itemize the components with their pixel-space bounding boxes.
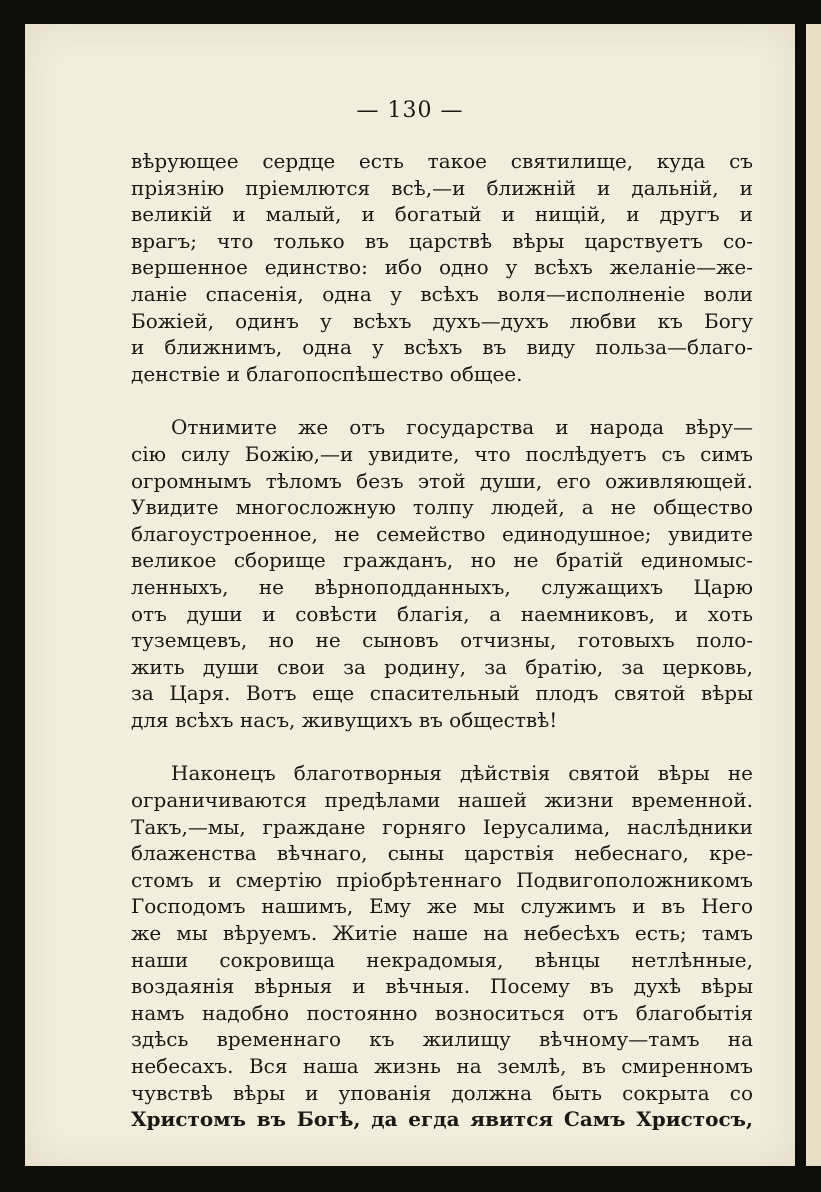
text-line: блаженства вѣчнаго, сыны царствія небеснаго, кре- xyxy=(131,841,753,866)
text-line: врагъ; что только въ царствѣ вѣры царствуетъ со- xyxy=(131,228,753,253)
text-line: Такъ,—мы, граждане горняго Іерусалима, наслѣдники xyxy=(131,814,753,839)
text-line: благоустроенное, не семейство единодушное; увидите xyxy=(131,521,753,546)
page-text xyxy=(131,148,753,1133)
text-line: же мы вѣруемъ. Житіе наше на небесѣхъ есть; тамъ xyxy=(131,921,753,946)
text-line: ограничиваются предѣлами нашей жизни временной. xyxy=(131,788,753,813)
text-line: великое сборище гражданъ, но не братій единомыс- xyxy=(131,548,753,573)
text-line: наши сокровища некрадомыя, вѣнцы нетлѣнные, xyxy=(131,947,753,972)
text-line: вѣрующее сердце есть такое святилище, куда съ xyxy=(131,149,753,173)
text-line: и ближнимъ, одна у всѣхъ въ виду польза—благо- xyxy=(131,335,753,360)
text-line: воздаянія вѣрныя и вѣчныя. Посему въ духѣ вѣры xyxy=(131,974,753,999)
text-line: ленныхъ, не вѣрноподданныхъ, служащихъ Царю xyxy=(131,574,753,599)
text-line: Наконецъ благотворныя дѣйствія святой вѣры не xyxy=(171,761,753,786)
text-line: вершенное единство: ибо одно у всѣхъ желаніе—же- xyxy=(131,255,753,280)
text-line: за Царя. Вотъ еще спасительный плодъ святой вѣры xyxy=(131,681,753,706)
text-line: пріязнію пріемлются всѣ,—и ближній и дальній, и xyxy=(131,175,753,200)
adjacent-page-edge xyxy=(806,24,821,1166)
text-line: Увидите многосложную толпу людей, а не общество xyxy=(131,495,753,520)
text-line: Господомъ нашимъ, Ему же мы служимъ и въ Него xyxy=(131,894,753,919)
text-line: чувствѣ вѣры и упованія должна быть сокрыта со xyxy=(131,1080,753,1105)
text-line: Христомъ въ Богѣ, да егда явится Самъ Христосъ, xyxy=(131,1107,753,1132)
page-number: — 130 — xyxy=(356,98,464,123)
text-line: огромнымъ тѣломъ безъ этой души, его оживляющей. xyxy=(131,468,753,493)
paragraph-2 xyxy=(131,414,753,733)
text-line: здѣсь временнаго къ жилищу вѣчному—тамъ на xyxy=(131,1027,753,1052)
text-line: небесахъ. Вся наша жизнь на землѣ, въ смиренномъ xyxy=(131,1054,753,1078)
text-line: жить души свои за родину, за братію, за церковь, xyxy=(131,654,753,679)
text-line: Божіей, одинъ у всѣхъ духъ—духъ любви къ Богу xyxy=(131,308,753,333)
text-line: великій и малый, и богатый и нищій, и другъ и xyxy=(131,202,753,227)
text-line: ланіе спасенія, одна у всѣхъ воля—исполненіе воли xyxy=(131,281,753,306)
book-page xyxy=(25,24,795,1166)
text-line: для всѣхъ насъ, живущихъ въ обществѣ! xyxy=(131,707,558,732)
text-line: отъ души и совѣсти благія, а наемниковъ, и хоть xyxy=(131,601,753,626)
text-line: Отнимите же отъ государства и народа вѣру— xyxy=(171,415,753,440)
paragraph-3 xyxy=(131,760,753,1132)
text-line: намъ надобно постоянно возноситься отъ благобытія xyxy=(131,1000,753,1025)
text-line: сію силу Божію,—и увидите, что послѣдуетъ съ симъ xyxy=(131,441,753,466)
text-line: стомъ и смертію пріобрѣтеннаго Подвигоположникомъ xyxy=(131,867,753,892)
text-line: денствіе и благопоспѣшество общее. xyxy=(131,361,523,386)
text-line: туземцевъ, но не сыновъ отчизны, готовыхъ поло- xyxy=(131,628,753,653)
paragraph-1 xyxy=(131,148,753,387)
